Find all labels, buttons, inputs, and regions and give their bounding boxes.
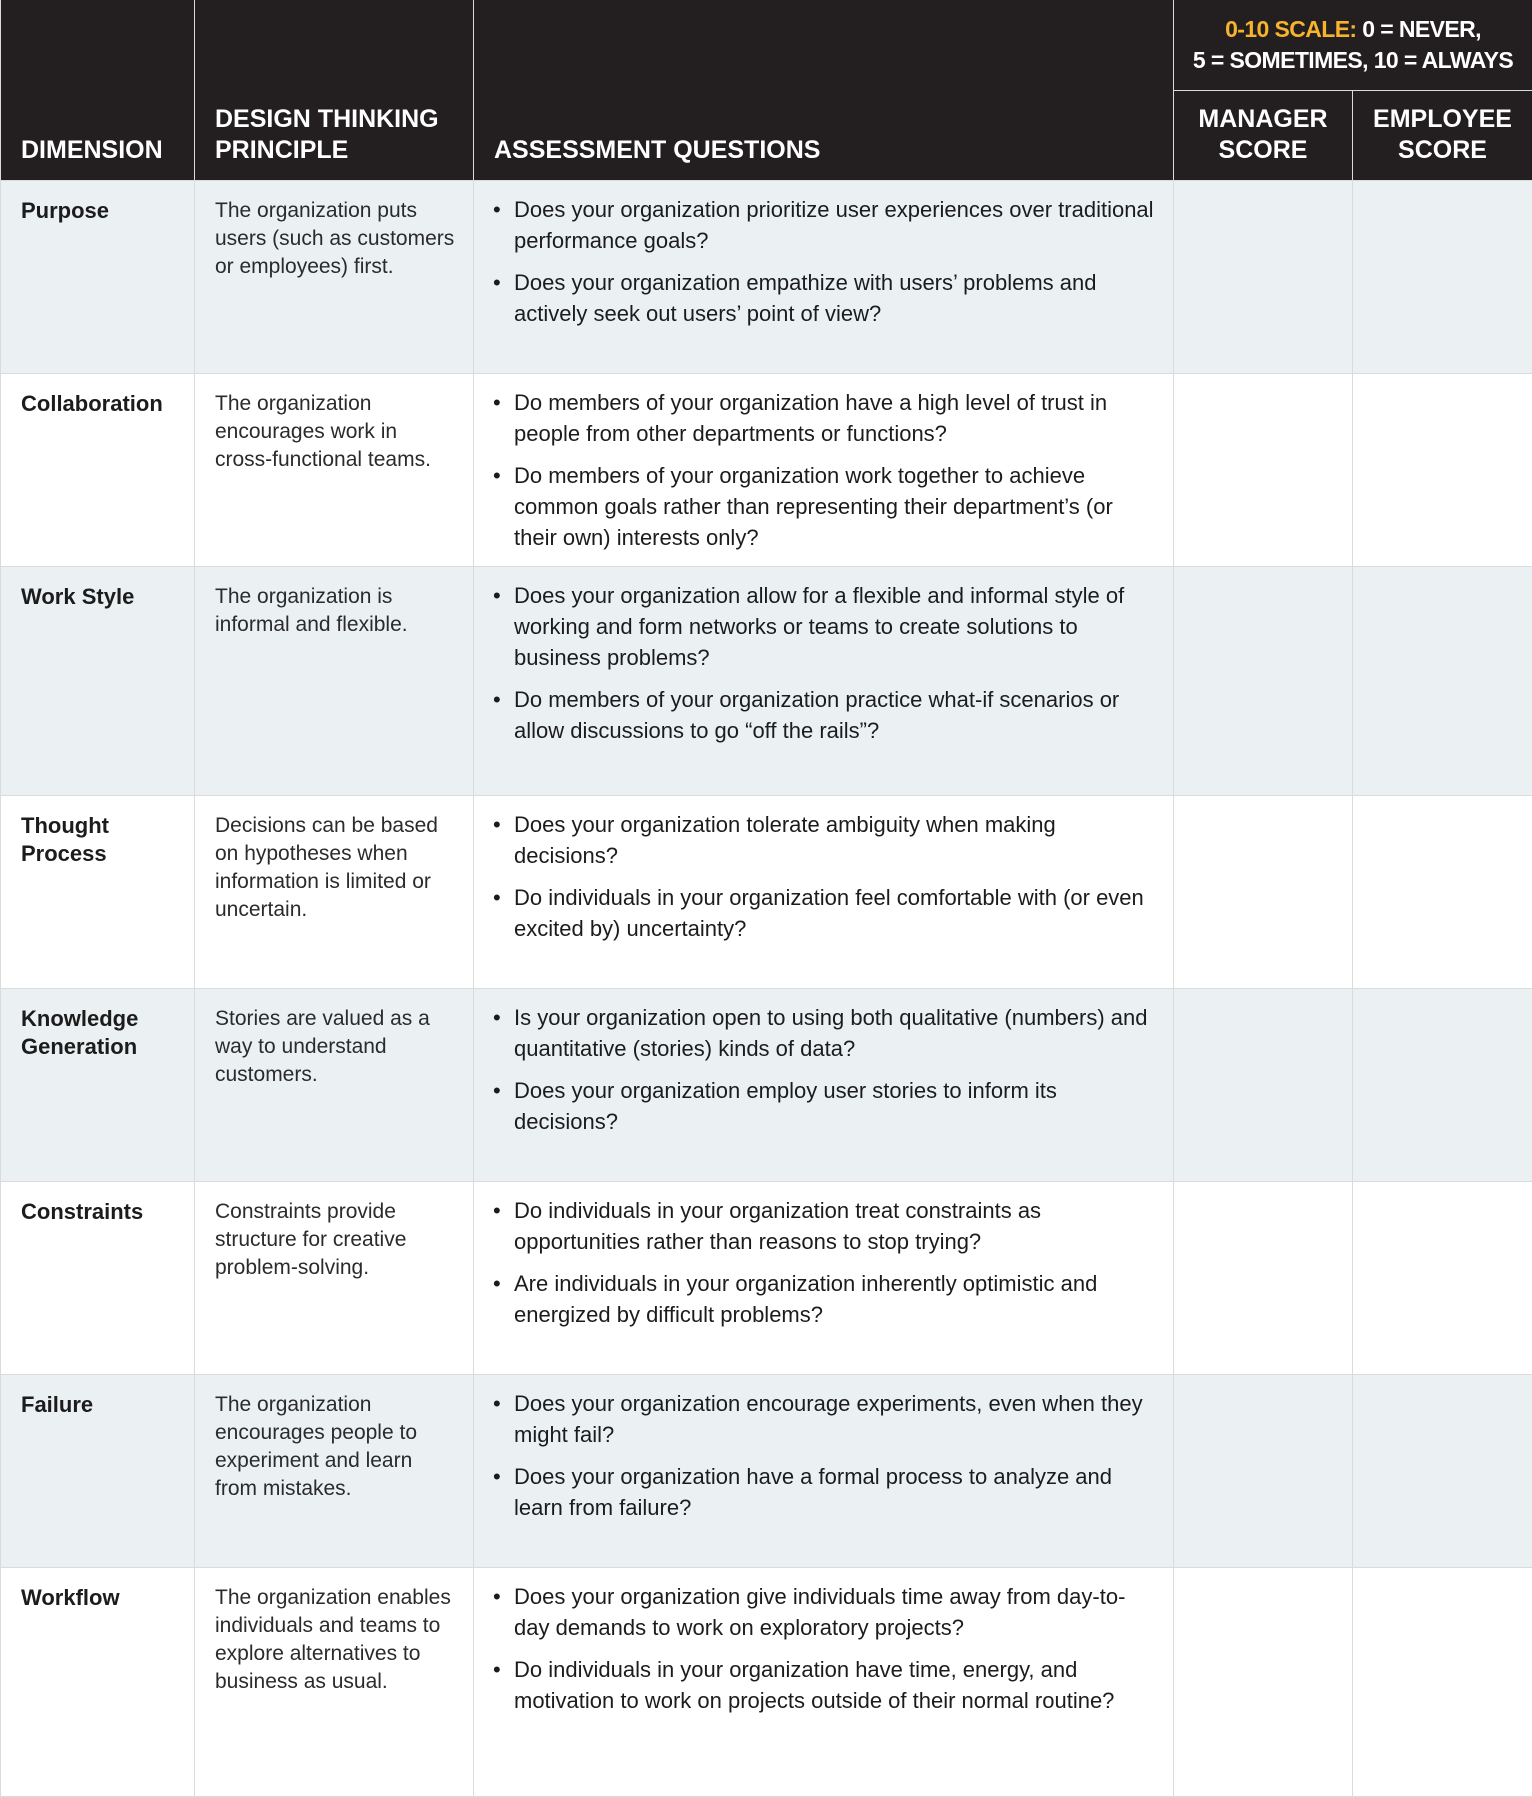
question-item <box>492 1075 1155 1137</box>
principle-cell: Decisions can be based on hypotheses when information is limited or uncertain. <box>195 796 474 989</box>
question-item <box>492 1654 1155 1716</box>
questions-cell <box>474 1182 1174 1375</box>
dimension-cell: Constraints <box>1 1182 195 1375</box>
question-text: Does your organization allow for a flexible and informal style of working and form networks or teams to create solutions to business problems? <box>514 583 1124 670</box>
principle-cell: The organization is informal and flexible. <box>195 567 474 796</box>
question-text: Does your organization give individuals time away from day-to-day demands to work on exploratory projects? <box>514 1584 1125 1640</box>
question-text: Does your organization employ user stories to inform its decisions? <box>514 1078 1057 1134</box>
manager-score-cell[interactable] <box>1174 374 1353 567</box>
manager-score-cell[interactable] <box>1174 1375 1353 1568</box>
table-row <box>1 567 1532 796</box>
dimension-cell: Collaboration <box>1 374 195 567</box>
dimension-cell: Purpose <box>1 181 195 374</box>
question-item <box>492 684 1155 746</box>
principle-cell: Stories are valued as a way to understand customers. <box>195 989 474 1182</box>
bullet-icon: • <box>493 194 501 225</box>
bullet-icon: • <box>493 1461 501 1492</box>
question-list <box>492 1002 1155 1137</box>
manager-score-cell[interactable] <box>1174 796 1353 989</box>
bullet-icon: • <box>493 684 501 715</box>
bullet-icon: • <box>493 267 501 298</box>
question-text: Do individuals in your organization treat constraints as opportunities rather than reasons to stop trying? <box>514 1198 1041 1254</box>
header-assessment-questions: ASSESSMENT QUESTIONS <box>474 0 1174 181</box>
question-list <box>492 1195 1155 1330</box>
question-item <box>492 882 1155 944</box>
dimension-cell: Work Style <box>1 567 195 796</box>
table-row <box>1 181 1532 374</box>
questions-cell <box>474 181 1174 374</box>
employee-score-cell[interactable] <box>1353 181 1532 374</box>
scale-line2: 5 = SOMETIMES, 10 = ALWAYS <box>1193 47 1513 73</box>
question-item <box>492 1581 1155 1643</box>
question-text: Does your organization empathize with users’ problems and actively seek out users’ point of view? <box>514 270 1096 326</box>
manager-score-cell[interactable] <box>1174 181 1353 374</box>
question-item <box>492 1268 1155 1330</box>
bullet-icon: • <box>493 1268 501 1299</box>
table-row <box>1 1182 1532 1375</box>
table-body <box>1 181 1532 1797</box>
question-item <box>492 194 1155 256</box>
employee-score-cell[interactable] <box>1353 1568 1532 1797</box>
header-manager-score: MANAGER SCORE <box>1174 91 1353 181</box>
question-item <box>492 387 1155 449</box>
bullet-icon: • <box>493 1075 501 1106</box>
table-header <box>1 0 1532 181</box>
bullet-icon: • <box>493 460 501 491</box>
question-text: Do members of your organization have a high level of trust in people from other departments or functions? <box>514 390 1107 446</box>
question-item <box>492 267 1155 329</box>
table-row <box>1 796 1532 989</box>
principle-cell: The organization encourages work in cross-functional teams. <box>195 374 474 567</box>
table-row <box>1 1375 1532 1568</box>
table-row <box>1 989 1532 1182</box>
question-list <box>492 387 1155 553</box>
question-item <box>492 460 1155 553</box>
bullet-icon: • <box>493 882 501 913</box>
employee-score-cell[interactable] <box>1353 1182 1532 1375</box>
question-item <box>492 1002 1155 1064</box>
question-text: Does your organization tolerate ambiguity when making decisions? <box>514 812 1056 868</box>
question-text: Do members of your organization practice what-if scenarios or allow discussions to go “off the rails”? <box>514 687 1119 743</box>
question-text: Does your organization have a formal process to analyze and learn from failure? <box>514 1464 1112 1520</box>
questions-cell <box>474 989 1174 1182</box>
table-row <box>1 374 1532 567</box>
question-item <box>492 809 1155 871</box>
question-item <box>492 1461 1155 1523</box>
header-employee-score: EMPLOYEE SCORE <box>1353 91 1532 181</box>
manager-score-cell[interactable] <box>1174 989 1353 1182</box>
question-text: Are individuals in your organization inherently optimistic and energized by difficult problems? <box>514 1271 1097 1327</box>
manager-score-cell[interactable] <box>1174 567 1353 796</box>
question-list <box>492 1388 1155 1523</box>
bullet-icon: • <box>493 1002 501 1033</box>
questions-cell <box>474 1375 1174 1568</box>
question-item <box>492 1195 1155 1257</box>
principle-cell: The organization enables individuals and teams to explore alternatives to business as usual. <box>195 1568 474 1797</box>
dimension-cell: Workflow <box>1 1568 195 1797</box>
questions-cell <box>474 374 1174 567</box>
question-text: Does your organization encourage experiments, even when they might fail? <box>514 1391 1143 1447</box>
bullet-icon: • <box>493 1654 501 1685</box>
employee-score-cell[interactable] <box>1353 567 1532 796</box>
scale-line1: 0 = NEVER, <box>1357 16 1481 42</box>
questions-cell <box>474 796 1174 989</box>
question-text: Is your organization open to using both qualitative (numbers) and quantitative (stories) kinds of data? <box>514 1005 1148 1061</box>
bullet-icon: • <box>493 387 501 418</box>
question-item <box>492 580 1155 673</box>
bullet-icon: • <box>493 1581 501 1612</box>
question-item <box>492 1388 1155 1450</box>
bullet-icon: • <box>493 1388 501 1419</box>
questions-cell <box>474 567 1174 796</box>
employee-score-cell[interactable] <box>1353 796 1532 989</box>
employee-score-cell[interactable] <box>1353 374 1532 567</box>
bullet-icon: • <box>493 809 501 840</box>
dimension-cell: Thought Process <box>1 796 195 989</box>
bullet-icon: • <box>493 580 501 611</box>
bullet-icon: • <box>493 1195 501 1226</box>
employee-score-cell[interactable] <box>1353 989 1532 1182</box>
question-text: Do individuals in your organization have time, energy, and motivation to work on projects outside of their normal routine? <box>514 1657 1114 1713</box>
header-dimension: DIMENSION <box>1 0 195 181</box>
question-text: Does your organization prioritize user experiences over traditional performance goals? <box>514 197 1154 253</box>
scale-accent-label: 0-10 SCALE: <box>1225 16 1356 42</box>
table-row <box>1 1568 1532 1797</box>
question-list <box>492 1581 1155 1716</box>
principle-cell: Constraints provide structure for creative problem-solving. <box>195 1182 474 1375</box>
dimension-cell: Knowledge Generation <box>1 989 195 1182</box>
header-scale-legend <box>1174 0 1532 91</box>
principle-cell: The organization encourages people to experiment and learn from mistakes. <box>195 1375 474 1568</box>
question-text: Do members of your organization work together to achieve common goals rather than representing their department’s (or their own) interests only? <box>514 463 1113 550</box>
header-design-thinking-principle: DESIGN THINKING PRINCIPLE <box>195 0 474 181</box>
manager-score-cell[interactable] <box>1174 1568 1353 1797</box>
manager-score-cell[interactable] <box>1174 1182 1353 1375</box>
dimension-cell: Failure <box>1 1375 195 1568</box>
question-list <box>492 194 1155 329</box>
questions-cell <box>474 1568 1174 1797</box>
question-text: Do individuals in your organization feel comfortable with (or even excited by) uncertainty? <box>514 885 1144 941</box>
question-list <box>492 809 1155 944</box>
principle-cell: The organization puts users (such as customers or employees) first. <box>195 181 474 374</box>
employee-score-cell[interactable] <box>1353 1375 1532 1568</box>
question-list <box>492 580 1155 746</box>
